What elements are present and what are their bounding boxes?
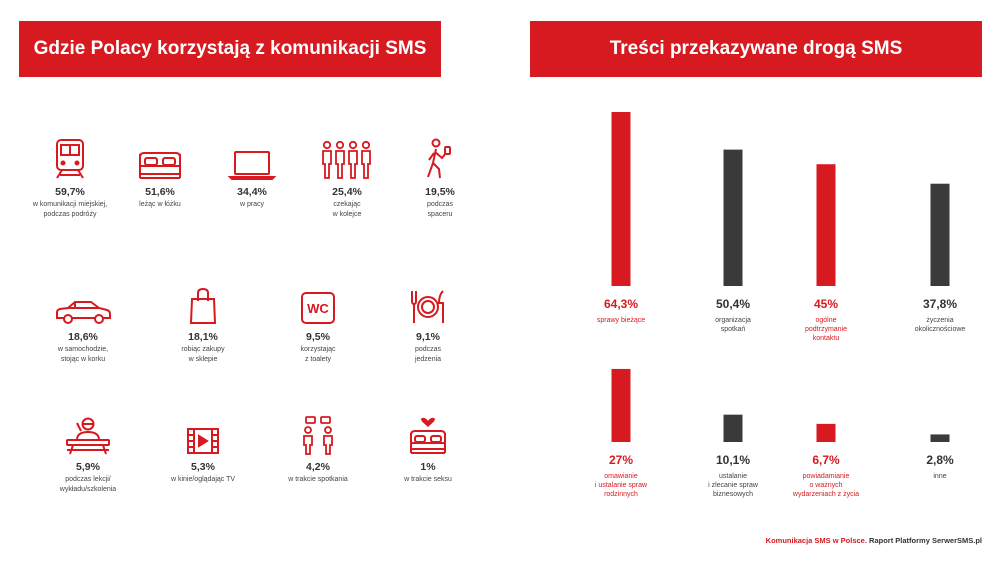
stat-percentage: 9,1% xyxy=(416,331,440,343)
sms-content-chart xyxy=(540,90,980,510)
chart-bar xyxy=(612,369,631,442)
shopping-bag-icon xyxy=(143,281,263,325)
stat-description: w kinie/oglądając TV xyxy=(170,476,236,483)
stat-description: czekając xyxy=(333,201,361,208)
stat-percentage: 4,2% xyxy=(306,461,330,473)
bar-value-label: 37,8% xyxy=(922,297,958,311)
stat-description: z toalety xyxy=(304,356,332,363)
stat-description: podczas xyxy=(414,346,442,353)
stat-percentage: 19,5% xyxy=(425,186,455,198)
stat-description: w pracy xyxy=(239,201,265,208)
chart-bar xyxy=(931,184,950,286)
stat-percentage: 25,4% xyxy=(332,186,362,198)
stat-description: korzystając xyxy=(300,346,336,353)
bar-value-label: 27% xyxy=(608,453,634,467)
bar-category-label: o ważnych xyxy=(809,482,843,489)
bar-category-label: podtrzymanie xyxy=(804,326,848,333)
bar-category-label: ogólne xyxy=(815,317,837,324)
stat-item xyxy=(258,411,378,485)
bar-category-label: życzenia xyxy=(926,317,954,324)
bar-value-label: 45% xyxy=(813,297,839,311)
bar-category-label: biznesowych xyxy=(712,491,754,498)
chart-bar xyxy=(724,150,743,286)
stat-description: w samochodzie, xyxy=(57,346,109,353)
bar-value-label: 64,3% xyxy=(603,297,639,311)
stat-item xyxy=(380,136,500,220)
wc-icon xyxy=(258,281,378,325)
svg-text:WC: WC xyxy=(307,301,329,316)
bar-value-label: 6,7% xyxy=(812,453,840,467)
stat-description: podczas lekcji/ xyxy=(65,476,111,483)
footer-report-name: Komunikacja SMS w Polsce. xyxy=(765,536,867,545)
bar-category-label: i ustalanie spraw xyxy=(594,482,648,489)
left-title-text: Gdzie Polacy korzystają z komunikacji SMS xyxy=(33,38,427,59)
bar-category-label: i zlecanie spraw xyxy=(708,482,758,489)
chart-bar xyxy=(931,434,950,442)
lecturer-icon xyxy=(28,411,148,455)
stat-item xyxy=(368,411,488,485)
stat-description: stojąc w korku xyxy=(60,356,106,363)
stat-item xyxy=(28,411,148,495)
stat-item xyxy=(143,411,263,485)
bar-value-label: 2,8% xyxy=(926,453,954,467)
footer-report-source: Raport Platformy SerwerSMS.pl xyxy=(869,536,982,545)
bar-category-label: rodzinnych xyxy=(604,491,638,498)
stat-description: podczas xyxy=(426,201,454,208)
chart-bar xyxy=(612,112,631,286)
walking-icon xyxy=(380,136,500,180)
stat-description: leżąc w łóżku xyxy=(139,201,181,208)
chart-bar xyxy=(817,164,836,286)
stat-description: w trakcie seksu xyxy=(404,476,452,483)
bar-value-label: 50,4% xyxy=(715,297,751,311)
right-section-title xyxy=(530,21,982,77)
bar-category-label: spotkań xyxy=(720,326,746,333)
stat-percentage: 18,6% xyxy=(68,331,98,343)
chart-bar xyxy=(817,424,836,442)
bar-category-label: wydarzeniach z życia xyxy=(792,491,860,498)
bar-category-label: ustalanie xyxy=(718,473,748,480)
stat-description: jedzenia xyxy=(414,356,442,363)
chart-bar xyxy=(724,415,743,442)
stat-item xyxy=(368,281,488,365)
stat-description: w trakcie spotkania xyxy=(288,476,348,483)
stat-description: wykładu/szkolenia xyxy=(59,486,117,493)
stat-item xyxy=(23,281,143,365)
stat-description: robiąc zakupy xyxy=(181,346,225,353)
stat-description: w sklepie xyxy=(188,356,218,363)
stat-percentage: 1% xyxy=(420,461,436,473)
bar-category-label: sprawy bieżące xyxy=(596,317,646,324)
stat-percentage: 59,7% xyxy=(55,186,85,198)
bar-category-label: okolicznościowe xyxy=(914,326,966,333)
bar-category-label: inne xyxy=(933,473,947,480)
left-section-title xyxy=(19,21,441,77)
stat-description: w kolejce xyxy=(332,211,362,218)
stat-item xyxy=(143,281,263,365)
stat-percentage: 5,9% xyxy=(76,461,100,473)
stat-percentage: 51,6% xyxy=(145,186,175,198)
footer-credit xyxy=(766,536,982,545)
stat-description: spaceru xyxy=(427,211,453,218)
stat-item xyxy=(258,281,378,365)
video-icon xyxy=(143,411,263,455)
bar-category-label: organizacja xyxy=(715,317,751,324)
stat-description: w komunikacji miejskiej, xyxy=(32,201,108,208)
bar-category-label: kontaktu xyxy=(812,335,840,342)
stat-percentage: 18,1% xyxy=(188,331,218,343)
stat-percentage: 9,5% xyxy=(306,331,330,343)
plate-icon xyxy=(368,281,488,325)
meeting-icon xyxy=(258,411,378,455)
stat-percentage: 34,4% xyxy=(237,186,267,198)
bed-heart-icon xyxy=(368,411,488,455)
stat-percentage: 5,3% xyxy=(191,461,215,473)
bar-value-label: 10,1% xyxy=(715,453,751,467)
bar-category-label: omawianie xyxy=(604,473,638,480)
stat-description: podczas podróży xyxy=(43,211,97,218)
bar-category-label: powiadamianie xyxy=(802,473,850,480)
car-icon xyxy=(23,281,143,325)
right-title-text: Treści przekazywane drogą SMS xyxy=(609,38,903,59)
